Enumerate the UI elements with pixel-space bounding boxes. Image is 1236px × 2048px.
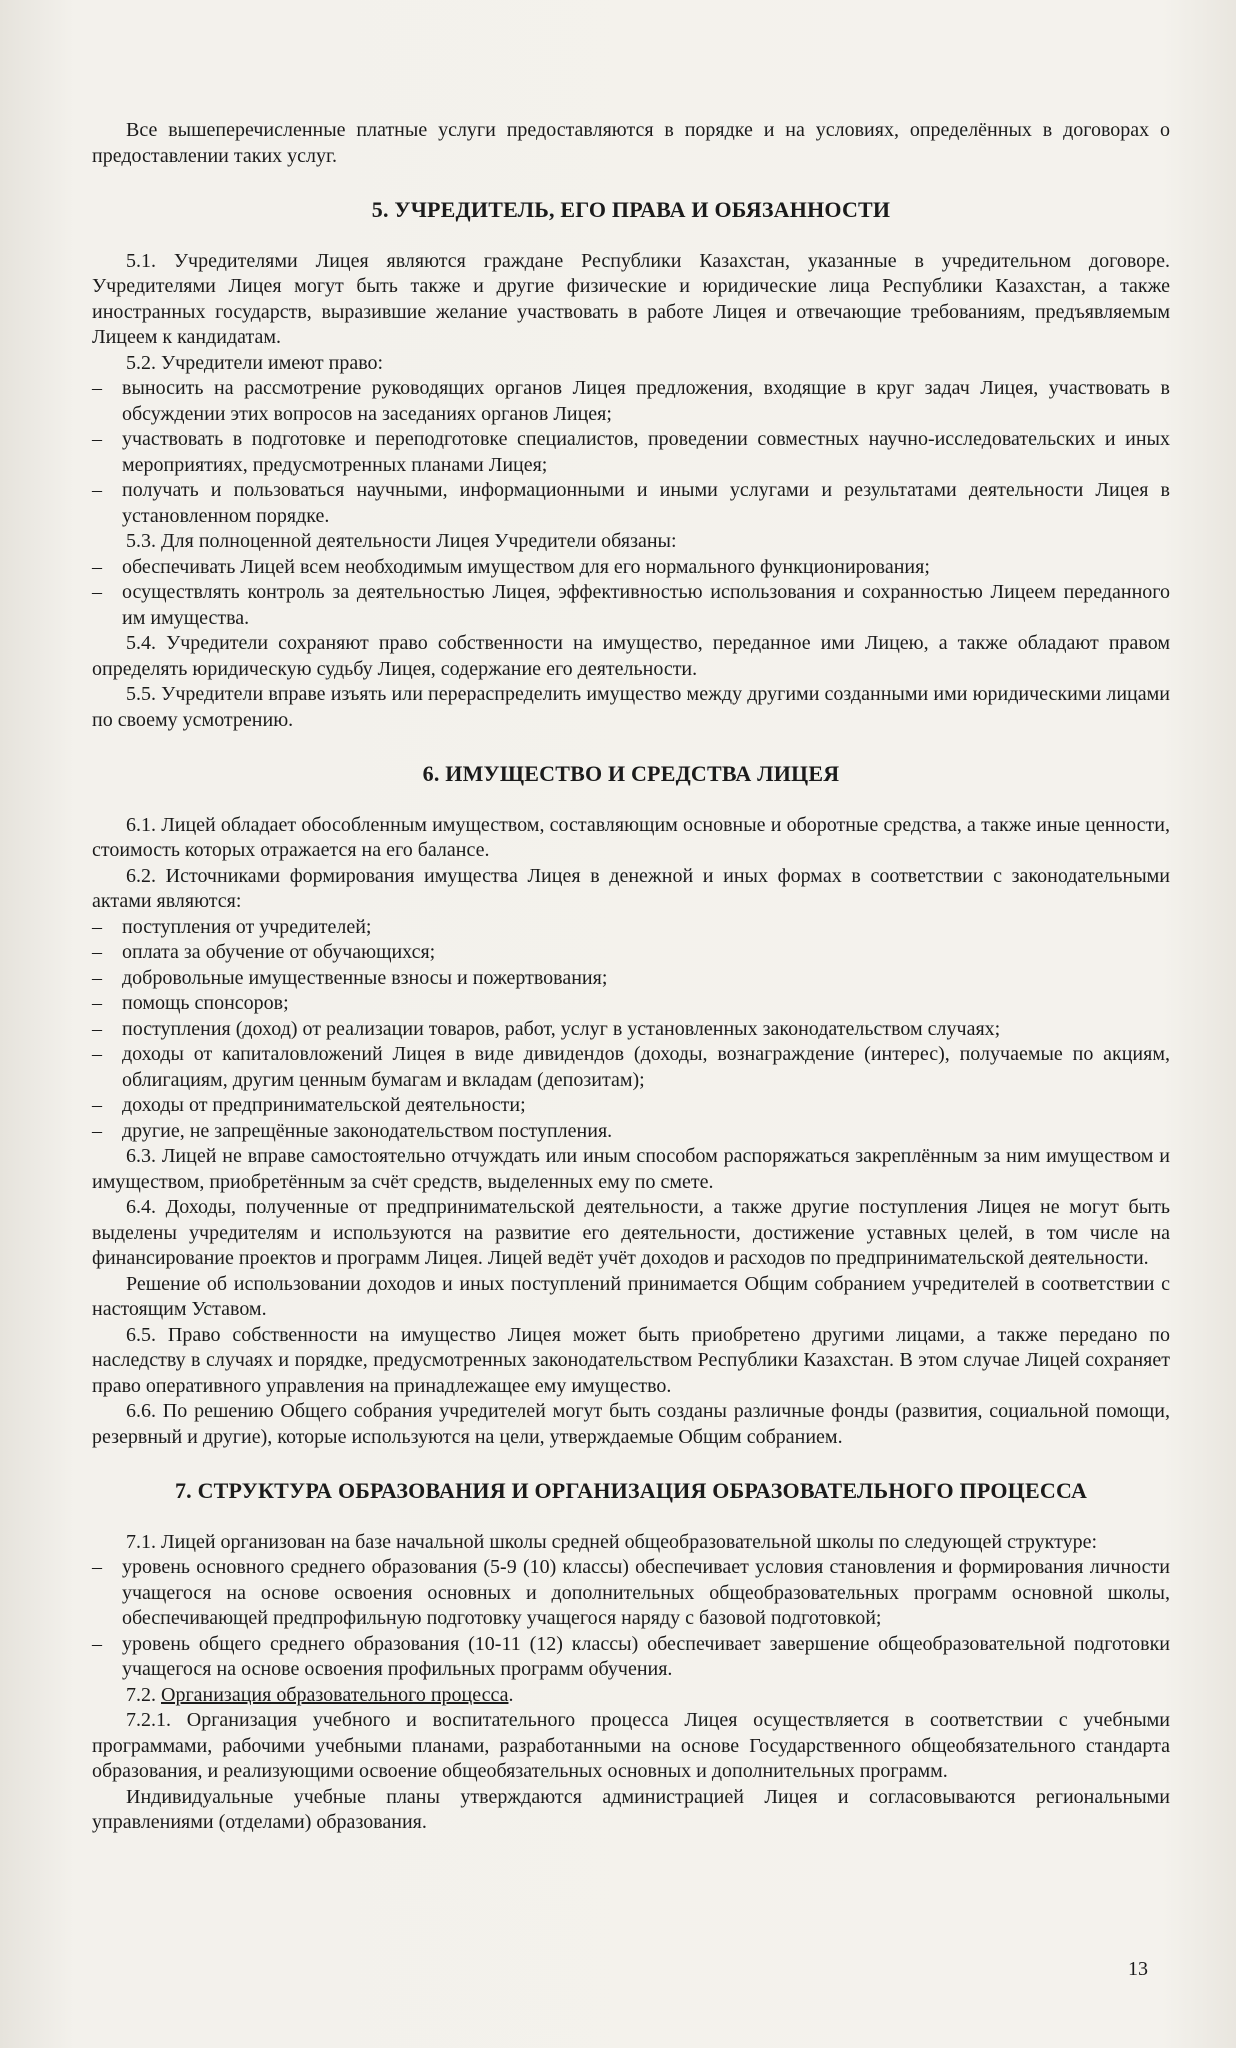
list-item: – доходы от капиталовложений Лицея в виде дивидендов (доходы, вознаграждение (интерес), получаемые по акциям, облигациям, другим ценным бумагам и вкладам (депозитам); (92, 1042, 1170, 1093)
list-item: – выносить на рассмотрение руководящих органов Лицея предложения, входящие в круг задач Лицея, участвовать в обсуждении этих вопросов на заседаниях органов Лицея; (92, 376, 1170, 427)
list-item: – поступления от учредителей; (92, 915, 1170, 941)
list-item: – помощь спонсоров; (92, 991, 1170, 1017)
list-item: – участвовать в подготовке и переподготовке специалистов, проведении совместных научно-исследовательских и иных мероприятиях, предусмотренных планами Лицея; (92, 427, 1170, 478)
list-item: – уровень общего среднего образования (10-11 (12) классы) обеспечивает завершение общеобразовательной подготовки учащегося на основе освоения профильных программ обучения. (92, 1632, 1170, 1683)
education-levels-list (92, 1555, 1170, 1683)
paragraph-7-1: 7.1. Лицей организован на базе начальной школы средней общеобразовательной школы по следующей структуре: (126, 1530, 1098, 1553)
paragraph-5-5: 5.5. Учредители вправе изъять или перераспределить имущество между другими созданными ими юридическими лицами по своему усмотрению. (92, 683, 1170, 731)
paragraph-5-2: 5.2. Учредители имеют право: (126, 351, 384, 374)
list-item: – уровень основного среднего образования (5-9 (10) классы) обеспечивает условия становления и формирования личности учащегося на основе освоения основных и дополнительных общеобразовательных программ основной школы, обеспечивающей предпрофильную подготовку учащегося наряду с базовой подготовкой; (92, 1555, 1170, 1632)
list-item: – обеспечивать Лицей всем необходимым имуществом для его нормального функционирования; (92, 555, 1170, 581)
section-6-title: 6. ИМУЩЕСТВО И СРЕДСТВА ЛИЦЕЯ (422, 761, 840, 786)
list-item: – поступления (доход) от реализации товаров, работ, услуг в установленных законодательством случаях; (92, 1017, 1170, 1043)
paragraph-7-2 (92, 1683, 1170, 1709)
paragraph-7-2-end: . (508, 1683, 514, 1706)
paragraph-7-2-title: Организация образовательного процесса (161, 1683, 509, 1706)
founder-rights-list (92, 376, 1170, 529)
list-item: – оплата за обучение от обучающихся; (92, 940, 1170, 966)
paragraph-7-2-1: 7.2.1. Организация учебного и воспитательного процесса Лицея осуществляется в соответствии с учебными программами, рабочими учебными планами, разработанными на основе Государственного общеобязательного стандарта образования, и реализующими освоение общеобязательных основных и дополнительных программ. (92, 1709, 1170, 1782)
list-item: – получать и пользоваться научными, информационными и иными услугами и результатами деятельности Лицея в установленном порядке. (92, 478, 1170, 529)
paragraph-6-3: 6.3. Лицей не вправе самостоятельно отчуждать или иным способом распоряжаться закреплённым за ним имуществом и имуществом, приобретённым за счёт средств, выделенных ему по смете. (92, 1145, 1170, 1193)
list-item: – осуществлять контроль за деятельностью Лицея, эффективностью использования и сохранностью Лицеем переданного им имущества. (92, 580, 1170, 631)
section-7-title: 7. СТРУКТУРА ОБРАЗОВАНИЯ И ОРГАНИЗАЦИЯ ОБРАЗОВАТЕЛЬНОГО ПРОЦЕССА (174, 1478, 1088, 1503)
paragraph-7-2-2: Индивидуальные учебные планы утверждаются администрацией Лицея и согласовываются региональными управлениями (отделами) образования. (92, 1785, 1170, 1833)
paragraph-5-3: 5.3. Для полноценной деятельности Лицея Учредители обязаны: (126, 530, 677, 552)
paragraph-6-6: 6.6. По решению Общего собрания учредителей могут быть созданы различные фонды (развития, социальной помощи, резервный и другие), которые используются на цели, утверждаемые Общим собранием. (92, 1400, 1170, 1448)
section-5-title: 5. УЧРЕДИТЕЛЬ, ЕГО ПРАВА И ОБЯЗАННОСТИ (371, 197, 891, 222)
paragraph-6-4-decision: Решение об использовании доходов и иных поступлений принимается Общим собранием учредителей в соответствии с настоящим Уставом. (92, 1272, 1170, 1320)
founder-duties-list (92, 555, 1170, 632)
paragraph-6-4: 6.4. Доходы, полученные от предпринимательской деятельности, а также другие поступления Лицея не могут быть выделены учредителям и используются на развитие его деятельности, достижение уставных целей, в том числе на финансирование проектов и программ Лицея. Лицей ведёт учёт доходов и расходов по предпринимательской деятельности. (92, 1196, 1170, 1269)
property-sources-list (92, 915, 1170, 1145)
list-item: – доходы от предпринимательской деятельности; (92, 1093, 1170, 1119)
document-body (92, 118, 1170, 1836)
list-item: – другие, не запрещённые законодательством поступления. (92, 1119, 1170, 1145)
paragraph-5-4: 5.4. Учредители сохраняют право собственности на имущество, переданное ими Лицею, а также обладают правом определять юридическую судьбу Лицея, содержание его деятельности. (92, 632, 1170, 680)
paragraph-6-5: 6.5. Право собственности на имущество Лицея может быть приобретено другими лицами, а также передано по наследству в случаях и порядке, предусмотренных законодательством Республики Казахстан. В этом случае Лицей сохраняет право оперативного управления на принадлежащее ему имущество. (92, 1323, 1170, 1397)
paragraph-5-1: 5.1. Учредителями Лицея являются граждане Республики Казахстан, указанные в учредительном договоре. Учредителями Лицея могут быть также и другие физические и юридические лица Республики Казахстан, а также иностранных государств, выразившие желание участвовать в работе Лицея и отвечающие требованиям, предъявляемым Лицеем к кандидатам. (92, 249, 1170, 348)
list-item: – добровольные имущественные взносы и пожертвования; (92, 966, 1170, 992)
paragraph-6-2: 6.2. Источниками формирования имущества Лицея в денежной и иных формах в соответствии с законодательными актами являются: (92, 864, 1170, 912)
intro-paragraph: Все вышеперечисленные платные услуги предоставляются в порядке и на условиях, определённых в договорах о предоставлении таких услуг. (92, 119, 1170, 167)
paragraph-7-2-number: 7.2. (126, 1683, 156, 1706)
paragraph-6-1: 6.1. Лицей обладает обособленным имуществом, составляющим основные и оборотные средства, а также иные ценности, стоимость которых отражается на его балансе. (92, 813, 1170, 861)
page-number: 13 (1128, 1958, 1148, 1980)
